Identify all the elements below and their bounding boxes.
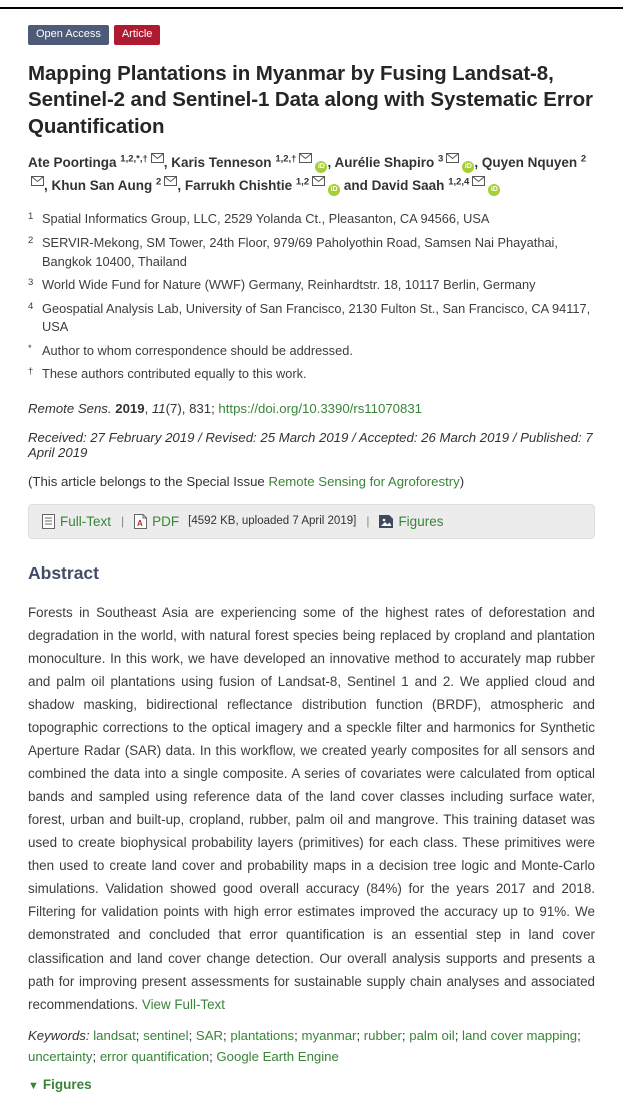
- keyword-separator: ;: [401, 1027, 410, 1043]
- keyword-separator: ;: [188, 1027, 196, 1043]
- keyword-link[interactable]: sentinel: [143, 1027, 189, 1043]
- keyword-separator: ;: [209, 1048, 217, 1064]
- bar-divider: |: [121, 514, 125, 529]
- bar-divider: |: [366, 514, 370, 529]
- affiliation-text: Author to whom correspondence should be addressed.: [42, 342, 353, 358]
- affiliation-row: [28, 234, 595, 271]
- author-affiliation-sup: 2: [580, 153, 587, 165]
- pdf-item[interactable]: [134, 514, 356, 529]
- author-name-link[interactable]: Aurélie Shapiro: [334, 155, 435, 171]
- figures-icon: [379, 515, 393, 528]
- keywords-label: Keywords:: [28, 1027, 90, 1043]
- email-icon[interactable]: [151, 153, 164, 163]
- keyword-separator: ;: [454, 1027, 463, 1043]
- author-name-link[interactable]: Ate Poortinga: [28, 155, 117, 171]
- email-icon[interactable]: [472, 176, 485, 186]
- badge-row: [28, 25, 595, 45]
- keyword: [364, 1028, 409, 1043]
- keyword-link[interactable]: myanmar: [301, 1027, 357, 1043]
- author-affiliation-sup: 1,2,4: [448, 176, 470, 188]
- email-icon[interactable]: [164, 176, 177, 186]
- citation-comma: ,: [144, 400, 149, 416]
- author-affiliation-sup: 1,2,*,†: [120, 153, 148, 165]
- orcid-icon[interactable]: iD: [315, 161, 327, 173]
- keyword-separator: ;: [135, 1027, 144, 1043]
- affiliation-text: Spatial Informatics Group, LLC, 2529 Yolanda Ct., Pleasanton, CA 94566, USA: [42, 211, 490, 227]
- author-affiliation-sup: 1,2,†: [275, 153, 297, 165]
- affiliation-marker: 3: [28, 277, 34, 289]
- keyword: [143, 1028, 196, 1043]
- email-icon[interactable]: [299, 153, 312, 163]
- figures-toggle[interactable]: [28, 1077, 595, 1092]
- keywords-line: [28, 1025, 595, 1067]
- abstract-body: Forests in Southeast Asia are experiencing some of the highest rates of deforestation and degradation in the world, with natural forest species being replaced by cropland and plantation monoculture. In this work, we have developed an innovative method to accurately map rubber and palm oil plantations using fusion of Landsat-8, Sentinel 1 and 2. We applied cloud and shadow masking, bidirectional reflectance distribution function (BRDF), atmospheric and topographic corrections to the optical imagery and a speckle filter and harmonics for Synthetic Aperture Radar (SAR) data. In this workflow, we created yearly composites for all sensors and combined the data into a single composite. A series of covariates were calculated from optical bands and sampled using reference data of the land cover classes including surface water, forest, urban and built-up, cropland, rubber, palm oil and mangrove. This training dataset was used to create biophysical probability layers (primitives) for each class. These primitives were then used to create land cover and probability maps in a decision tree logic and Monte-Carlo simulations. Validation showed good overall accuracy (84%) for the years 2017 and 2018. Filtering for validation points with high error estimates improved the accuracy up to 91%. We demonstrated and concluded that error quantification is an essential step in land cover classification and land cover change detection. Our overall analysis supports and presents a path for improving present assessments for sustainable supply chain analyses and associated recommendations.: [28, 604, 595, 1012]
- keyword-link[interactable]: uncertainty: [28, 1048, 93, 1064]
- header-divider: [0, 7, 623, 9]
- journal-name: Remote Sens.: [28, 400, 112, 416]
- affiliation-row: [28, 342, 595, 361]
- orcid-icon[interactable]: iD: [488, 184, 500, 196]
- keyword: [196, 1028, 230, 1043]
- author-name-link[interactable]: Khun San Aung: [51, 178, 153, 194]
- author: [171, 155, 334, 170]
- email-icon[interactable]: [446, 153, 459, 163]
- keyword-link[interactable]: plantations: [230, 1027, 295, 1043]
- figures-link[interactable]: Figures: [398, 513, 444, 529]
- email-icon[interactable]: [312, 176, 325, 186]
- abstract-heading: Abstract: [28, 562, 99, 583]
- article-title: Mapping Plantations in Myanmar by Fusing Landsat-8, Sentinel-2 and Sentinel-1 Data along with Systematic Error Quantification: [28, 62, 593, 138]
- author-separator: ,: [163, 155, 172, 171]
- view-full-text-link[interactable]: View Full-Text: [141, 996, 225, 1012]
- author-list: [28, 152, 595, 198]
- affiliation-marker: 1: [28, 211, 34, 223]
- affiliation-text: SERVIR-Mekong, SM Tower, 24th Floor, 979/69 Paholyothin Road, Samsen Nai Phayathai, Bangkok 10400, Thailand: [42, 234, 558, 269]
- keywords-list: [28, 1028, 581, 1064]
- author-affiliation-sup: 3: [438, 153, 444, 165]
- citation-year: 2019: [115, 400, 145, 416]
- author-name-link[interactable]: David Saah: [371, 178, 445, 194]
- full-text-item[interactable]: [42, 514, 111, 529]
- abstract-text: [28, 601, 595, 1016]
- author-separator: ,: [474, 155, 482, 171]
- author-affiliation-sup: 1,2: [295, 176, 310, 188]
- doi-link[interactable]: https://doi.org/10.3390/rs11070831: [218, 400, 423, 416]
- author-separator: ,: [177, 178, 185, 194]
- citation-volume: 11: [151, 400, 166, 416]
- special-issue-suffix: ): [459, 473, 465, 489]
- keyword-link[interactable]: palm oil: [409, 1027, 455, 1043]
- affiliation-row: [28, 210, 595, 229]
- affiliation-marker: 4: [28, 300, 34, 312]
- keyword-link[interactable]: landsat: [93, 1027, 136, 1043]
- keyword-separator: ;: [223, 1027, 231, 1043]
- special-issue-prefix: (This article belongs to the Special Issue: [28, 473, 269, 489]
- open-access-badge: Open Access: [28, 25, 109, 45]
- keyword-separator: ;: [577, 1027, 581, 1043]
- affiliation-text: Geospatial Analysis Lab, University of San Francisco, 2130 Fulton St., San Francisco, CA 94117, USA: [42, 300, 591, 335]
- keyword-link[interactable]: rubber: [363, 1027, 402, 1043]
- access-bar: [28, 504, 595, 539]
- orcid-icon[interactable]: iD: [462, 161, 474, 173]
- full-text-link[interactable]: Full-Text: [60, 513, 112, 529]
- affiliation-marker: *: [28, 342, 32, 354]
- author-name-link[interactable]: Karis Tenneson: [171, 155, 272, 171]
- figures-item[interactable]: [379, 514, 443, 529]
- svg-text:A: A: [137, 518, 143, 528]
- chevron-down-icon: ▼: [28, 1079, 39, 1092]
- keyword-link[interactable]: land cover mapping: [462, 1027, 578, 1043]
- keyword-link[interactable]: error quantification: [99, 1048, 210, 1064]
- dates-line: Received: 27 February 2019 / Revised: 25 March 2019 / Accepted: 26 March 2019 / Published: 7 April 2019: [28, 429, 593, 460]
- affiliation-list: [28, 210, 595, 383]
- special-issue-line: [28, 474, 595, 489]
- citation-line: [28, 401, 595, 416]
- author-separator: ,: [44, 178, 52, 194]
- author: [344, 178, 500, 193]
- keyword: [93, 1028, 143, 1043]
- keyword: [301, 1028, 363, 1043]
- affiliation-text: These authors contributed equally to this work.: [42, 366, 307, 382]
- author-name-link[interactable]: Farrukh Chishtie: [184, 178, 293, 194]
- article-page: [0, 25, 623, 1112]
- author-name-link[interactable]: Quyen Nquyen: [481, 155, 578, 171]
- affiliation-row: [28, 300, 595, 337]
- keyword: [216, 1049, 338, 1064]
- special-issue-link[interactable]: Remote Sensing for Agroforestry: [268, 473, 460, 489]
- keyword-separator: ;: [294, 1027, 302, 1043]
- affiliation-row: [28, 365, 595, 384]
- pdf-file-info: [4592 KB, uploaded 7 April 2019]: [188, 515, 357, 528]
- author: [52, 178, 185, 193]
- pdf-link[interactable]: PDF: [152, 513, 180, 529]
- author-conjunction: and: [343, 178, 372, 194]
- keyword: [100, 1049, 217, 1064]
- email-icon[interactable]: [31, 176, 44, 186]
- author: [28, 155, 171, 170]
- affiliation-text: World Wide Fund for Nature (WWF) Germany, Reinhardtstr. 18, 10117 Berlin, Germany: [42, 277, 536, 293]
- keyword-link[interactable]: Google Earth Engine: [216, 1048, 339, 1064]
- pdf-icon: [134, 514, 147, 529]
- keyword: [462, 1028, 581, 1043]
- author: [185, 178, 344, 193]
- keyword: [230, 1028, 301, 1043]
- orcid-icon[interactable]: iD: [328, 184, 340, 196]
- affiliation-row: [28, 276, 595, 295]
- keyword-link[interactable]: SAR: [195, 1027, 224, 1043]
- author-affiliation-sup: 2: [156, 176, 162, 188]
- citation-issue-pages: (7), 831;: [165, 400, 215, 416]
- affiliation-marker: 2: [28, 234, 34, 246]
- figures-toggle-label: Figures: [42, 1076, 92, 1092]
- keyword-separator: ;: [356, 1027, 364, 1043]
- full-text-icon: [42, 514, 55, 529]
- affiliation-marker: †: [28, 366, 34, 378]
- author-separator: ,: [327, 155, 335, 171]
- keyword-separator: ;: [92, 1048, 100, 1064]
- author: [334, 155, 481, 170]
- keyword: [28, 1049, 100, 1064]
- article-type-badge: Article: [114, 25, 161, 45]
- keyword: [409, 1028, 462, 1043]
